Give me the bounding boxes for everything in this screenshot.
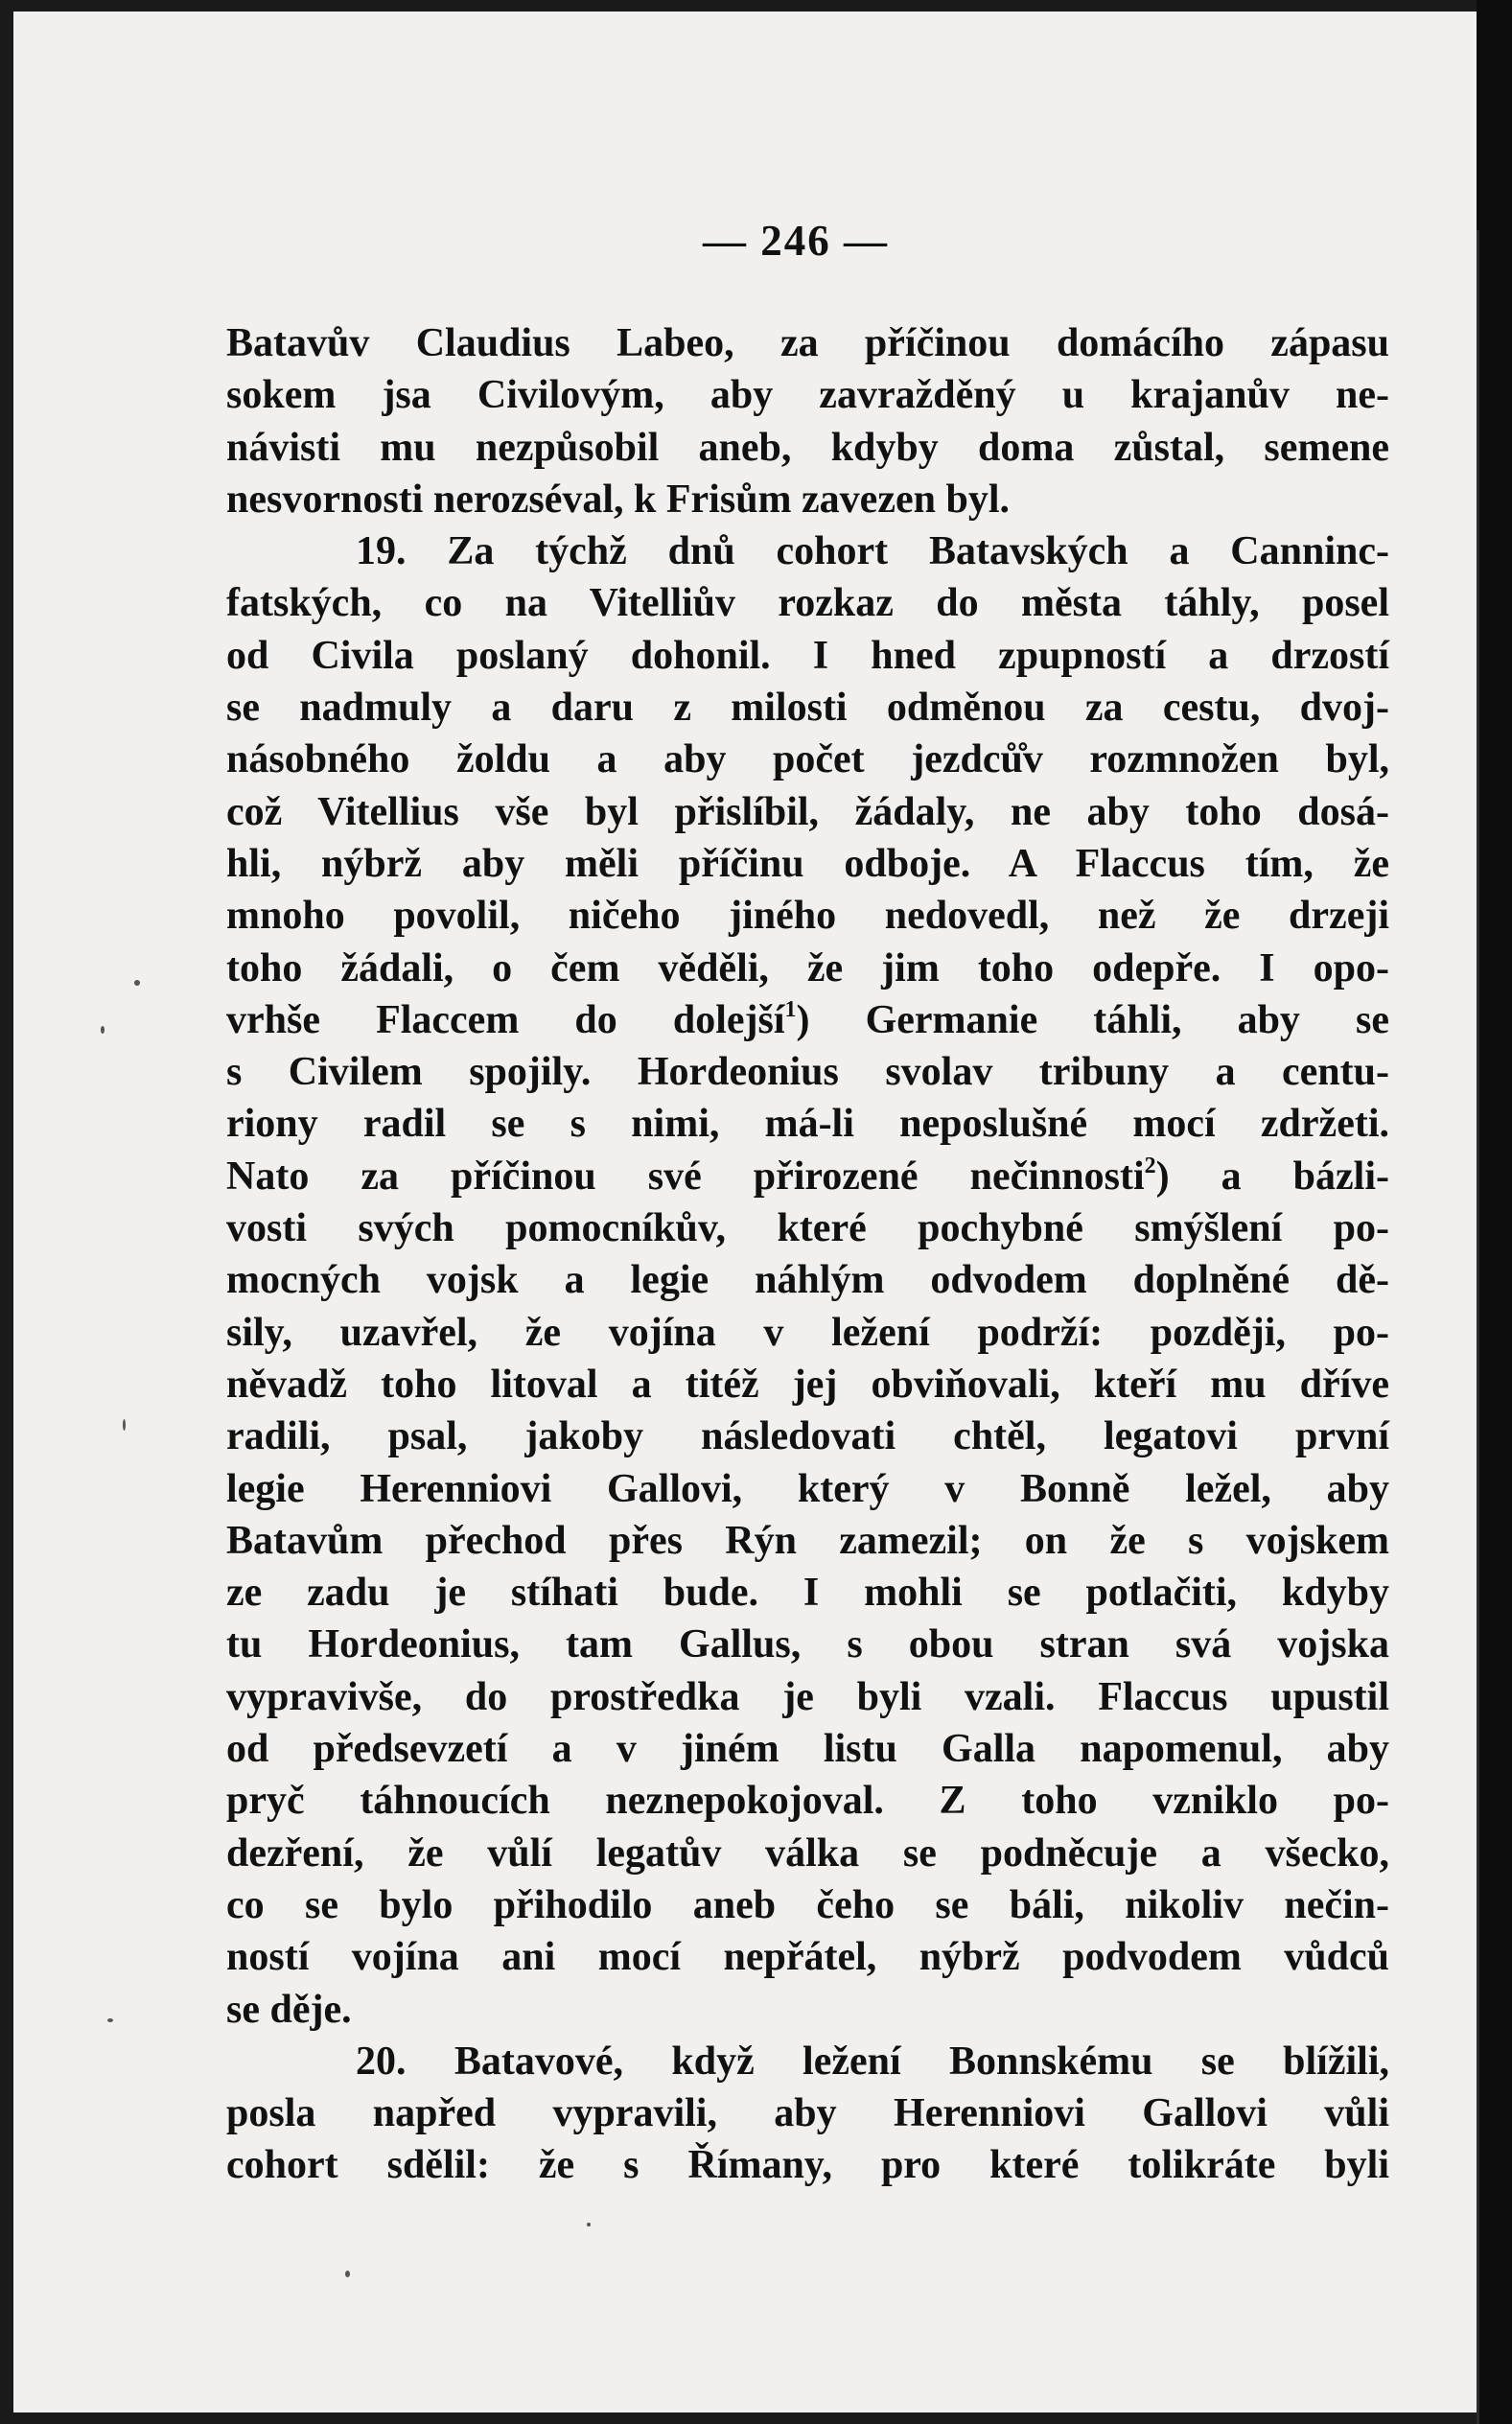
- text-line: od předsevzetí a v jiném listu Galla napomenul, aby: [226, 1727, 1389, 1772]
- text-line: vypravivše, do prostředka je byli vzali. Flaccus upustil: [226, 1674, 1389, 1719]
- text-line: fatských, co na Vitelliův rozkaz do města táhly, posel: [226, 581, 1389, 626]
- text-line: ze zadu je stíhati bude. I mohli se potlačiti, kdyby: [226, 1571, 1389, 1616]
- text-line: něvadž toho litoval a titéž jej obviňovali, kteří mu dříve: [226, 1362, 1389, 1407]
- text-line: nesvornosti nerozséval, k Frisům zavezen byl.: [226, 477, 1010, 522]
- paper-speck: [587, 2223, 591, 2226]
- text-line: návisti mu nezpůsobil aneb, kdyby doma zůstal, semene: [226, 425, 1389, 470]
- footnote-ref: 2: [1144, 1153, 1156, 1178]
- page-number: — 246 —: [703, 217, 889, 265]
- text-line: cohort sdělil: že s Římany, pro které tolikráte byli: [226, 2143, 1389, 2188]
- text-line: toho žádali, o čem věděli, že jim toho odepře. I opo-: [226, 945, 1389, 991]
- text-line: dezření, že vůlí legatův válka se podněcuje a všecko,: [226, 1830, 1389, 1876]
- paper-speck: [107, 2018, 113, 2022]
- text-line: co se bylo přihodilo aneb čeho se báli, nikoliv nečin-: [226, 1882, 1389, 1927]
- text-line: posla napřed vypravili, aby Herenniovi Gallovi vůli: [226, 2091, 1389, 2136]
- text-line: sily, uzavřel, že vojína v ležení podrží: později, po-: [226, 1310, 1389, 1355]
- text-line: Batavům přechod přes Rýn zamezil; on že s vojskem: [226, 1518, 1389, 1563]
- text-line: [226, 1151, 1389, 1202]
- paper-speck: [101, 1026, 105, 1034]
- paper-speck: [123, 1419, 126, 1431]
- text-line: 19. Za týchž dnů cohort Batavských a Canninc-: [356, 529, 1389, 574]
- text-line: mnoho povolil, ničeho jiného nedovedl, než že drzeji: [226, 894, 1389, 939]
- text-line: což Vitellius vše byl přislíbil, žádaly, ne aby toho dosá-: [226, 789, 1389, 834]
- text-fragment: vrhše Flaccem do dolejší: [226, 997, 785, 1042]
- text-line: se děje.: [226, 1987, 352, 2032]
- text-line: legie Herenniovi Gallovi, který v Bonně ležel, aby: [226, 1466, 1389, 1511]
- text-line: radili, psal, jakoby následovati chtěl, legatovi první: [226, 1414, 1389, 1459]
- text-line: sokem jsa Civilovým, aby zavražděný u krajanův ne-: [226, 373, 1389, 418]
- binding-line: [1477, 230, 1479, 2424]
- text-line: hli, nýbrž aby měli příčinu odboje. A Flaccus tím, že: [226, 841, 1389, 886]
- text-line: mocných vojsk a legie náhlým odvodem doplněné dě-: [226, 1258, 1389, 1303]
- footnote-ref: 1: [784, 996, 797, 1022]
- text-line: vosti svých pomocníkův, které pochybné smýšlení po-: [226, 1206, 1389, 1251]
- text-line: 20. Batavové, když ležení Bonnskému se blížili,: [356, 2039, 1389, 2084]
- text-line: tu Hordeonius, tam Gallus, s obou stran svá vojska: [226, 1622, 1389, 1667]
- text-line: riony radil se s nimi, má-li neposlušné mocí zdržeti.: [226, 1102, 1389, 1147]
- text-fragment: ) Germanie táhli, aby se: [796, 997, 1390, 1042]
- text-line: se nadmuly a daru z milosti odměnou za cestu, dvoj-: [226, 686, 1389, 731]
- paper-speck: [345, 2271, 350, 2277]
- text-line: s Civilem spojily. Hordeonius svolav tribuny a centu-: [226, 1050, 1389, 1095]
- text-line: ností vojína ani mocí nepřátel, nýbrž podvodem vůdců: [226, 1935, 1389, 1980]
- text-line: [226, 994, 1389, 1046]
- body-text: [226, 317, 1389, 2192]
- page-binding-edge: [1477, 0, 1512, 2424]
- text-fragment: Nato za příčinou své přirozené nečinnosti: [226, 1154, 1145, 1199]
- text-line: násobného žoldu a aby počet jezdců̊v rozmnožen byl,: [226, 737, 1389, 782]
- text-line: Batavův Claudius Labeo, za příčinou domácího zápasu: [226, 321, 1389, 365]
- text-line: od Civila poslaný dohonil. I hned zpupností a drzostí: [226, 633, 1389, 678]
- text-line: pryč táhnoucích neznepokojoval. Z toho vzniklo po-: [226, 1779, 1389, 1824]
- text-fragment: ) a bázli-: [1155, 1154, 1390, 1199]
- paper-speck: [134, 980, 140, 986]
